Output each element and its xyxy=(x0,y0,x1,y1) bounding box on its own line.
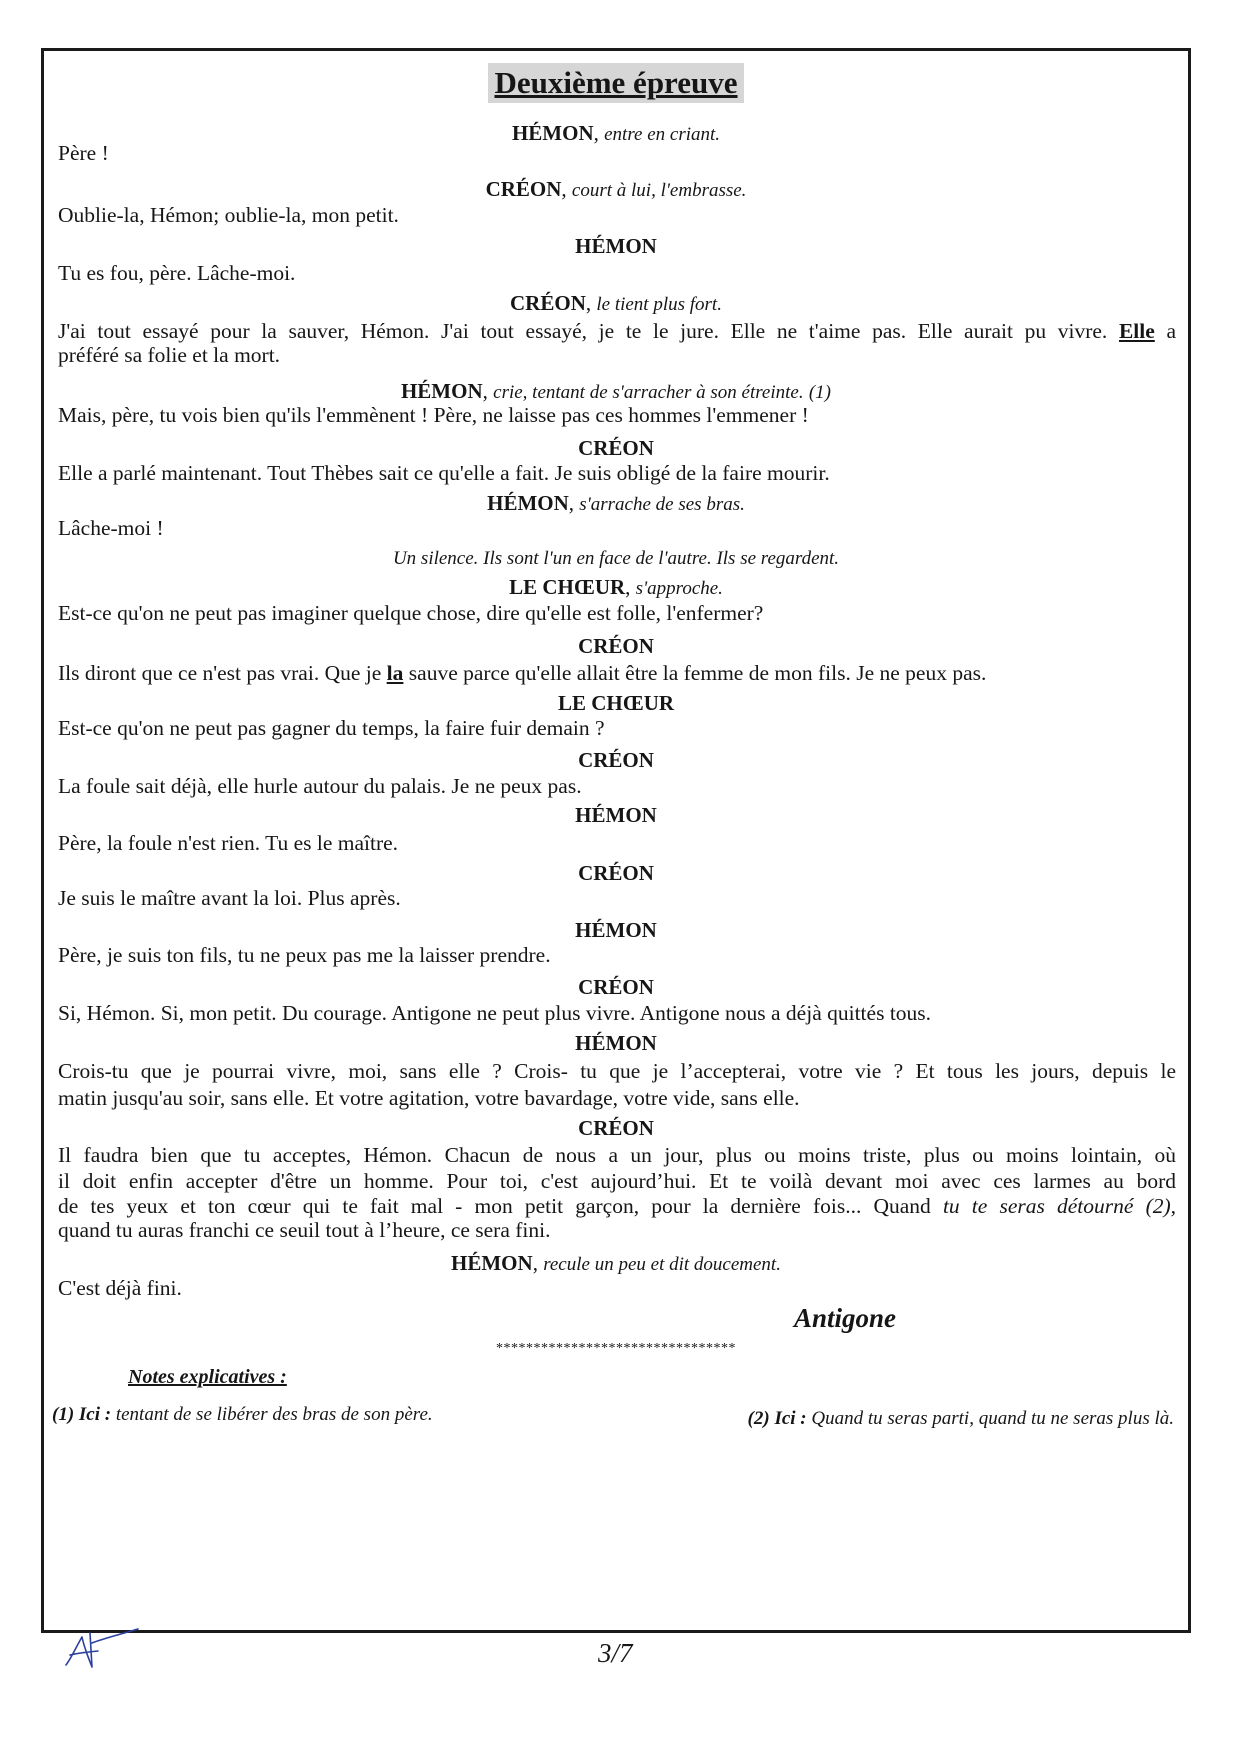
speaker-heading xyxy=(44,1116,1188,1141)
speaker-name: HÉMON xyxy=(575,1031,657,1055)
title-container xyxy=(44,63,1188,103)
note-1 xyxy=(52,1404,433,1426)
note-2 xyxy=(748,1408,1174,1430)
speaker-heading: LE CHŒUR, s'approche. xyxy=(509,575,723,599)
emphasized-word: la xyxy=(386,661,404,685)
speaker-name: HÉMON xyxy=(575,234,657,258)
dialogue-line: C'est déjà fini. xyxy=(58,1276,182,1300)
dialogue-line: Elle a parlé maintenant. Tout Thèbes sait ce qu'elle a fait. Je suis obligé de la faire mourir. xyxy=(58,461,830,485)
dialogue-line xyxy=(58,319,1176,344)
speaker-heading: CRÉON, le tient plus fort. xyxy=(510,291,722,315)
dialogue-line: Oublie-la, Hémon; oublie-la, mon petit. xyxy=(58,203,399,227)
dialogue-text: de tes yeux et ton cœur qui te fait mal - mon petit garçon, pour la dernière fois... Quand xyxy=(58,1194,931,1218)
note-ref: (2) Ici : xyxy=(747,1408,807,1429)
speaker-name: CRÉON xyxy=(578,975,654,999)
stage-direction: recule un peu et dit doucement. xyxy=(543,1254,781,1275)
dialogue-line: Il faudra bien que tu acceptes, Hémon. Chacun de nous a un jour, plus ou moins triste, plus ou moins lointain, où xyxy=(58,1143,1176,1167)
dialogue-line: Est-ce qu'on ne peut pas imaginer quelque chose, dire qu'elle est folle, l'enfermer? xyxy=(58,601,764,625)
speaker-name: HÉMON xyxy=(575,803,657,827)
dialogue-text: Ils diront que ce n'est pas vrai. Que je xyxy=(58,661,382,685)
note-ref: (1) Ici : xyxy=(52,1404,112,1425)
dialogue-line: Mais, père, tu vois bien qu'ils l'emmènent ! Père, ne laisse pas ces hommes l'emmener ! xyxy=(58,403,809,427)
page-number: 3/7 xyxy=(598,1638,633,1668)
stage-direction: le tient plus fort. xyxy=(596,294,722,315)
dialogue-line: Père ! xyxy=(58,141,109,165)
speaker-heading xyxy=(44,436,1188,461)
dialogue-line xyxy=(58,1194,1176,1219)
speaker-name: HÉMON xyxy=(400,379,483,403)
separator: ******************************** xyxy=(496,1341,736,1356)
dialogue-line: Père, la foule n'est rien. Tu es le maître. xyxy=(58,831,399,855)
speaker-heading: HÉMON, entre en criant. xyxy=(511,121,721,145)
dialogue-line: Je suis le maître avant la loi. Plus après. xyxy=(58,886,401,910)
speaker-heading xyxy=(44,975,1188,1000)
emphasized-word: Elle xyxy=(1118,319,1155,343)
speaker-heading xyxy=(44,1031,1188,1056)
speaker-heading xyxy=(44,748,1188,773)
speaker-heading xyxy=(44,803,1188,828)
handwritten-initials-icon xyxy=(62,1625,142,1675)
dialogue-line: Tu es fou, père. Lâche-moi. xyxy=(58,261,296,285)
note-text: tentant de se libérer des bras de son père. xyxy=(115,1404,433,1425)
author-name: Antigone xyxy=(794,1303,897,1333)
speaker-heading: HÉMON, s'arrache de ses bras. xyxy=(487,491,745,515)
note-reference: (2), xyxy=(1145,1194,1177,1218)
dialogue-text: J'ai tout essayé pour la sauver, Hémon. J'ai tout essayé, je te le jure. Elle ne t'aime pas. Elle aurait pu vivre. xyxy=(58,319,1108,343)
speaker-name: CRÉON xyxy=(578,748,654,772)
speaker-name: HÉMON xyxy=(575,918,657,942)
dialogue-line: Lâche-moi ! xyxy=(58,516,164,540)
dialogue-line: Est-ce qu'on ne peut pas gagner du temps, la faire fuir demain ? xyxy=(58,716,605,740)
speaker-name: CRÉON xyxy=(578,634,654,658)
dialogue-line: Père, je suis ton fils, tu ne peux pas me la laisser prendre. xyxy=(58,943,551,967)
stage-direction: s'approche. xyxy=(635,578,723,599)
speaker-name: CRÉON xyxy=(485,177,562,201)
stage-direction: court à lui, l'embrasse. xyxy=(571,180,747,201)
dialogue-line: Si, Hémon. Si, mon petit. Du courage. Antigone ne peut plus vivre. Antigone nous a déjà quittés tous. xyxy=(58,1001,932,1025)
dialogue-line: Crois-tu que je pourrai vivre, moi, sans elle ? Crois- tu que je l’accepterai, votre vie ? Et tous les jours, depuis le xyxy=(58,1059,1176,1083)
dialogue-line: matin jusqu'au soir, sans elle. Et votre agitation, votre bavardage, votre vide, sans elle. xyxy=(58,1086,800,1110)
stage-direction: crie, tentant de s'arracher à son étreinte. xyxy=(493,382,804,403)
speaker-name: CRÉON xyxy=(578,861,654,885)
speaker-heading xyxy=(44,234,1188,259)
dialogue-line: il doit enfin accepter d'être un homme. Pour toi, c'est aujourd’hui. Et te voilà devant moi avec ces larmes au bord xyxy=(58,1169,1176,1193)
page-title: Deuxième épreuve xyxy=(488,63,743,103)
emphasized-phrase: tu te seras détourné xyxy=(942,1194,1134,1218)
stage-direction: s'arrache de ses bras. xyxy=(579,494,745,515)
dialogue-text: sauve parce qu'elle allait être la femme de mon fils. Je ne peux pas. xyxy=(408,661,987,685)
speaker-name: HÉMON xyxy=(511,121,594,145)
notes-title: Notes explicatives : xyxy=(128,1366,287,1388)
speaker-name: CRÉON xyxy=(578,1116,654,1140)
speaker-heading xyxy=(44,691,1188,716)
note-reference: (1) xyxy=(808,382,832,403)
speaker-heading xyxy=(44,918,1188,943)
speaker-name: CRÉON xyxy=(510,291,586,315)
stage-direction-line: Un silence. Ils sont l'un en face de l'autre. Ils se regardent. xyxy=(392,548,840,569)
speaker-name: LE CHŒUR xyxy=(509,575,626,599)
speaker-heading: HÉMON, recule un peu et dit doucement. xyxy=(451,1251,781,1275)
stage-direction: entre en criant. xyxy=(604,124,721,145)
page-frame xyxy=(41,48,1191,1633)
note-text: Quand tu seras parti, quand tu ne seras plus là. xyxy=(811,1408,1174,1429)
speaker-name: CRÉON xyxy=(578,436,654,460)
speaker-name: HÉMON xyxy=(451,1251,533,1275)
speaker-name: HÉMON xyxy=(487,491,569,515)
speaker-heading xyxy=(44,634,1188,659)
dialogue-text: a xyxy=(1166,319,1177,343)
speaker-heading xyxy=(44,861,1188,886)
speaker-heading: CRÉON, court à lui, l'embrasse. xyxy=(485,177,747,201)
dialogue-line xyxy=(58,661,986,686)
dialogue-line: quand tu auras franchi ce seuil tout à l’heure, ce sera fini. xyxy=(58,1218,551,1242)
dialogue-line: préféré sa folie et la mort. xyxy=(58,343,281,367)
speaker-heading: HÉMON, crie, tentant de s'arracher à son étreinte. (1) xyxy=(400,379,832,403)
speaker-name: LE CHŒUR xyxy=(557,691,675,715)
dialogue-line: La foule sait déjà, elle hurle autour du palais. Je ne peux pas. xyxy=(58,774,582,798)
